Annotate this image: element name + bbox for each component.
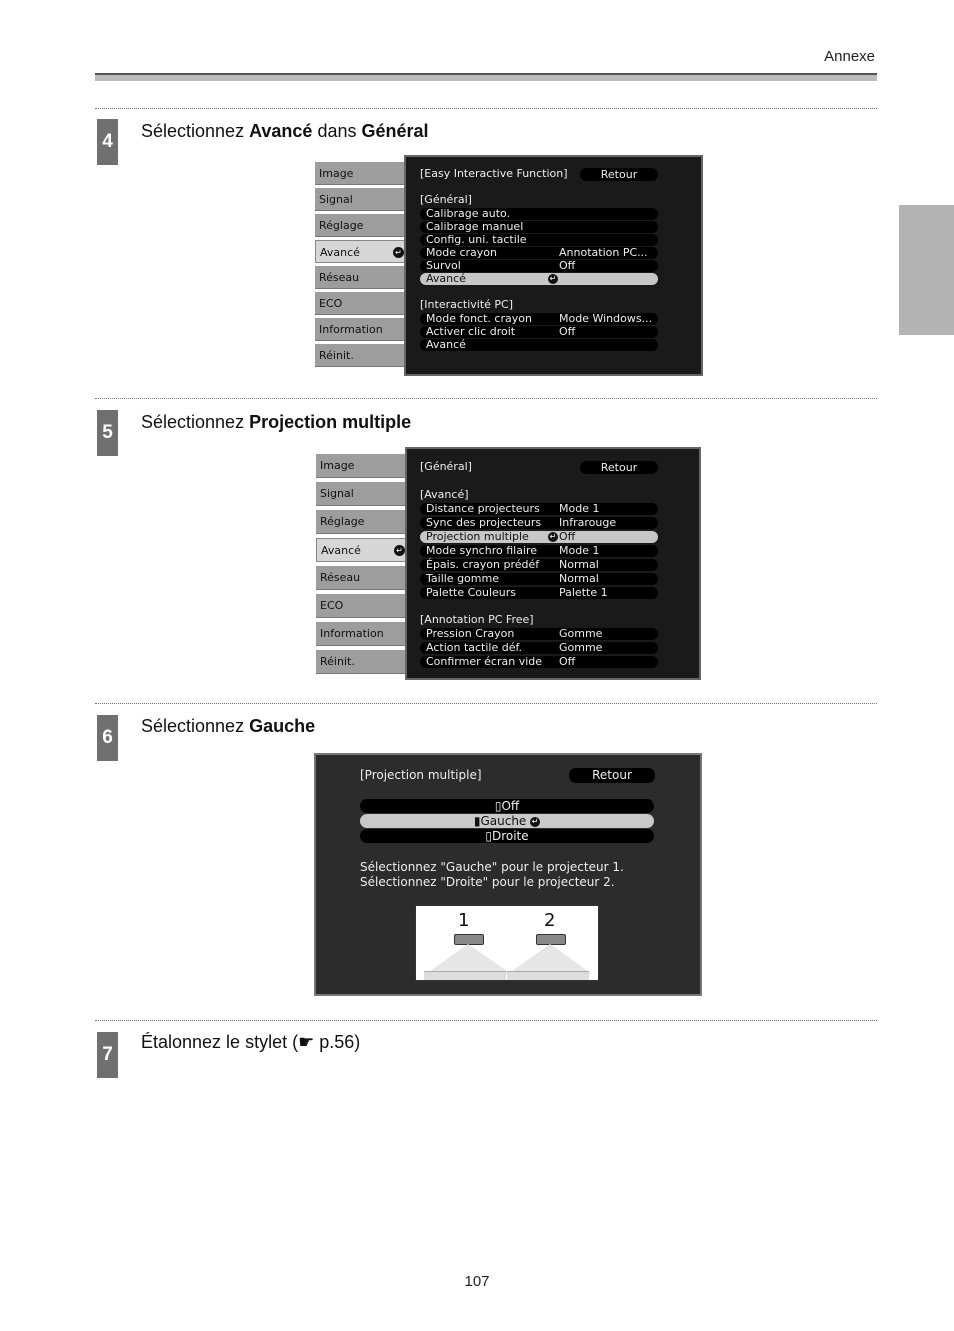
- side-menu-label: Avancé: [321, 544, 361, 557]
- group-heading: [Annotation PC Free]: [420, 613, 534, 626]
- side-menu-item-avance[interactable]: [316, 538, 410, 562]
- row-value: Off: [559, 325, 576, 338]
- side-menu-item-reseau[interactable]: [316, 566, 410, 590]
- menu-row[interactable]: [420, 247, 658, 259]
- option-droite[interactable]: [360, 829, 654, 843]
- side-menu-label: Réglage: [319, 219, 364, 232]
- row-label: Distance projecteurs: [426, 502, 540, 515]
- menu-row[interactable]: [420, 573, 658, 585]
- projector-diagram: [415, 905, 599, 981]
- option-off[interactable]: [360, 799, 654, 813]
- option-label: Off: [501, 799, 520, 813]
- menu-row[interactable]: [420, 517, 658, 529]
- radio-icon: ▯: [485, 829, 492, 843]
- row-label: Activer clic droit: [426, 325, 516, 338]
- side-menu-label: Information: [319, 323, 383, 336]
- step-emphasis: Avancé: [249, 121, 313, 141]
- group-heading: [Avancé]: [420, 488, 469, 501]
- chapter-tab: [899, 205, 954, 335]
- side-menu-label: Réseau: [319, 271, 360, 284]
- menu-row[interactable]: [420, 656, 658, 668]
- row-label: Projection multiple: [426, 530, 529, 543]
- side-menu-item-reinit[interactable]: [315, 344, 409, 367]
- projector-menu-screen: [404, 155, 703, 376]
- side-menu-item-signal[interactable]: [315, 188, 409, 211]
- side-menu-item-reinit[interactable]: [316, 650, 410, 674]
- back-button[interactable]: Retour: [580, 168, 658, 181]
- step-text: Sélectionnez: [141, 716, 250, 736]
- enter-icon: ↵: [549, 274, 557, 283]
- menu-row[interactable]: [420, 260, 658, 272]
- step-separator: [95, 1020, 877, 1021]
- step-text: Sélectionnez: [141, 121, 250, 141]
- step-number: 7: [97, 1032, 118, 1078]
- back-button[interactable]: Retour: [580, 461, 658, 474]
- step-text: dans: [312, 121, 362, 141]
- menu-row[interactable]: [420, 313, 658, 325]
- help-text: Sélectionnez "Droite" pour le projecteur 2.: [360, 875, 615, 889]
- radio-icon: ▮: [473, 814, 481, 828]
- side-menu: [315, 162, 411, 372]
- side-menu-label: Image: [320, 459, 355, 472]
- step-number: 4: [97, 119, 118, 165]
- row-label: Palette Couleurs: [426, 586, 517, 599]
- side-menu-label: Image: [319, 167, 354, 180]
- back-button[interactable]: Retour: [569, 768, 655, 783]
- row-label: Confirmer écran vide: [426, 655, 543, 668]
- row-label: Pression Crayon: [426, 627, 515, 640]
- row-value: Mode Windows...: [559, 312, 653, 325]
- menu-row[interactable]: [420, 642, 658, 654]
- menu-row[interactable]: [420, 587, 658, 599]
- menu-row[interactable]: [420, 326, 658, 338]
- row-value: Off: [559, 655, 576, 668]
- projected-area-left: [424, 971, 506, 980]
- enter-icon: ↵: [393, 247, 404, 258]
- side-menu-item-eco[interactable]: [315, 292, 409, 315]
- step-emphasis: Général: [361, 121, 429, 141]
- projector-number: 2: [544, 910, 556, 931]
- row-label: Sync des projecteurs: [426, 516, 542, 529]
- row-value: Mode 1: [559, 544, 600, 557]
- row-label: Épais. crayon prédéf: [426, 558, 540, 571]
- step-emphasis: Gauche: [249, 716, 316, 736]
- menu-row[interactable]: [420, 208, 658, 220]
- group-heading: [Interactivité PC]: [420, 298, 514, 311]
- radio-icon: ▯: [494, 799, 502, 813]
- step-separator: [95, 398, 877, 399]
- projection-multiple-screen: [314, 753, 702, 996]
- side-menu-label: Signal: [320, 487, 354, 500]
- step-text: ): [354, 1032, 361, 1052]
- step-emphasis: Projection multiple: [249, 412, 412, 432]
- row-label: Survol: [426, 259, 461, 272]
- row-value: Mode 1: [559, 502, 600, 515]
- row-label: Action tactile déf.: [426, 641, 523, 654]
- side-menu-item-reglage[interactable]: [316, 510, 410, 534]
- row-label: Mode synchro filaire: [426, 544, 538, 557]
- row-label: Avancé: [426, 272, 466, 285]
- side-menu-item-image[interactable]: [316, 454, 410, 478]
- option-label: Gauche: [480, 814, 527, 828]
- step-number: 5: [97, 410, 118, 456]
- option-gauche[interactable]: [360, 814, 654, 828]
- row-label: Calibrage manuel: [426, 220, 524, 233]
- side-menu-label: ECO: [319, 297, 343, 310]
- side-menu-label: Réseau: [320, 571, 361, 584]
- enter-icon: ↵: [531, 816, 539, 826]
- screen-title: [Easy Interactive Function]: [420, 167, 568, 180]
- side-menu-item-eco[interactable]: [316, 594, 410, 618]
- row-value: Annotation PC...: [559, 246, 648, 259]
- row-value: Normal: [559, 558, 599, 571]
- projector-menu-screen: [405, 447, 701, 680]
- row-label: Mode fonct. crayon: [426, 312, 532, 325]
- row-value: Off: [559, 530, 576, 543]
- step-title: [141, 716, 315, 737]
- option-label: Droite: [491, 829, 529, 843]
- page-number: 107: [464, 1273, 490, 1290]
- side-menu-item-signal[interactable]: [316, 482, 410, 506]
- side-menu-label: Avancé: [320, 246, 360, 259]
- screen-title: [Général]: [420, 460, 472, 473]
- side-menu-label: Signal: [319, 193, 353, 206]
- menu-row[interactable]: [420, 503, 658, 515]
- row-label: Mode crayon: [426, 246, 497, 259]
- step-separator: [95, 108, 877, 109]
- header-rule: [95, 73, 877, 81]
- enter-icon: ↵: [549, 532, 557, 541]
- row-value: Off: [559, 259, 576, 272]
- row-label: Config. uni. tactile: [426, 233, 527, 246]
- step-title: [141, 121, 429, 142]
- side-menu-label: Réinit.: [320, 655, 355, 668]
- row-label: Calibrage auto.: [426, 207, 511, 220]
- enter-icon: ↵: [394, 545, 405, 556]
- row-value: Gomme: [559, 627, 603, 640]
- step-title: [141, 412, 411, 433]
- row-value: Palette 1: [559, 586, 608, 599]
- projected-area-right: [507, 971, 589, 980]
- side-menu-item-avance[interactable]: [315, 240, 409, 263]
- side-menu-item-information[interactable]: [315, 318, 409, 341]
- step-number: 6: [97, 715, 118, 761]
- step-title: [141, 1032, 360, 1053]
- menu-row[interactable]: [420, 221, 658, 233]
- step-text: Étalonnez le stylet (: [141, 1032, 299, 1052]
- pointing-hand-icon: ☛: [298, 1032, 315, 1052]
- side-menu-label: Réglage: [320, 515, 365, 528]
- side-menu: [316, 454, 412, 676]
- help-text: Sélectionnez "Gauche" pour le projecteur 1.: [360, 860, 624, 874]
- projector-number: 1: [458, 910, 470, 931]
- section-header: Annexe: [824, 48, 875, 65]
- side-menu-label: Réinit.: [319, 349, 354, 362]
- side-menu-item-reseau[interactable]: [315, 266, 409, 289]
- row-value: Infrarouge: [559, 516, 617, 529]
- menu-row[interactable]: [420, 545, 658, 557]
- menu-row-selected[interactable]: [420, 273, 658, 285]
- menu-row[interactable]: [420, 559, 658, 571]
- side-menu-item-reglage[interactable]: [315, 214, 409, 237]
- menu-row[interactable]: [420, 339, 658, 351]
- row-label: Taille gomme: [426, 572, 499, 585]
- step-separator: [95, 703, 877, 704]
- page-reference-link[interactable]: p.56: [319, 1032, 355, 1052]
- row-value: Gomme: [559, 641, 603, 654]
- menu-row[interactable]: [420, 628, 658, 640]
- side-menu-label: ECO: [320, 599, 344, 612]
- side-menu-item-image[interactable]: [315, 162, 409, 185]
- menu-row-selected[interactable]: [420, 531, 658, 543]
- side-menu-label: Information: [320, 627, 384, 640]
- screen-title: [Projection multiple]: [360, 768, 482, 782]
- side-menu-item-information[interactable]: [316, 622, 410, 646]
- step-text: Sélectionnez: [141, 412, 250, 432]
- menu-row[interactable]: [420, 234, 658, 246]
- row-label: Avancé: [426, 338, 466, 351]
- row-value: Normal: [559, 572, 599, 585]
- group-heading: [Général]: [420, 193, 472, 206]
